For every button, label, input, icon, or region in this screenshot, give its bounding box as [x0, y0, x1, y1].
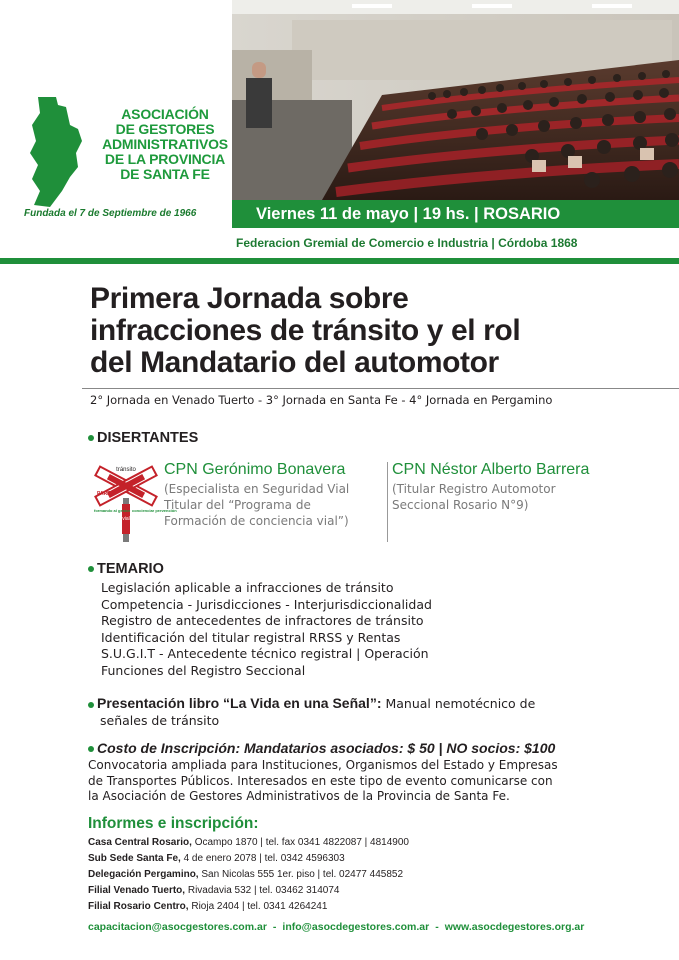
- website-link[interactable]: www.asocdegestores.org.ar: [444, 921, 585, 933]
- speaker-divider: [387, 462, 388, 542]
- office-item: [88, 899, 409, 915]
- temario-heading-text: TEMARIO: [97, 561, 164, 577]
- office-item: [88, 867, 409, 883]
- office-detail: San Nicolas 555 1er. piso | tel. 02477 445852: [198, 869, 404, 880]
- title-line-2: infracciones de tránsito y el rol: [90, 314, 521, 347]
- bullet-icon: [88, 746, 94, 752]
- bullet-icon: [88, 566, 94, 572]
- temario-item: Legislación aplicable a infracciones de tránsito: [101, 580, 394, 595]
- speaker-1-role-line: Formación de conciencia vial”): [164, 514, 349, 528]
- speaker-1-role-line: Titular del “Programa de: [164, 498, 311, 512]
- cost-heading-text: Costo de Inscripción: Mandatarios asociados: $ 50 | NO socios: $100: [97, 740, 556, 756]
- sign-text-top: tránsito: [116, 467, 136, 473]
- title-line-3: del Mandatario del automotor: [90, 346, 499, 379]
- sign-text-left: formando al gestor: [94, 508, 131, 513]
- title-line-1: Primera Jornada sobre: [90, 282, 409, 315]
- auditorium-photo: [232, 0, 679, 200]
- sign-text-right: concienciar prevención: [132, 508, 177, 513]
- temario-heading: [88, 561, 164, 577]
- office-name: Casa Central Rosario,: [88, 837, 192, 848]
- temario-list: [101, 580, 432, 680]
- book-label: Presentación libro “La Vida en una Señal”:: [97, 695, 382, 711]
- bullet-icon: [88, 702, 94, 708]
- footer-contacts: [88, 921, 584, 933]
- office-item: [88, 835, 409, 851]
- speaker-1-name: CPN Gerónimo Bonavera: [164, 461, 346, 478]
- email-link-info[interactable]: info@asocdegestores.com.ar: [282, 921, 430, 933]
- speaker-2-role: [392, 481, 652, 513]
- speaker-1-role-line: (Especialista en Seguridad Vial: [164, 482, 350, 496]
- temario-item: Competencia - Jurisdicciones - Interjurisdiccionalidad: [101, 596, 432, 612]
- title-divider: [82, 388, 679, 389]
- temario-item: Funciones del Registro Seccional: [101, 662, 306, 678]
- sign-text-pare: PARE: [97, 491, 111, 497]
- logo-line-1: ASOCIACIÓN: [121, 106, 209, 122]
- sign-text-vial: vial: [122, 516, 130, 522]
- speaker-2-name: CPN Néstor Alberto Barrera: [392, 461, 590, 478]
- disertantes-heading-text: DISERTANTES: [97, 430, 199, 446]
- event-venue: Federacion Gremial de Comercio e Industria | Córdoba 1868: [236, 236, 578, 250]
- temario-item: Registro de antecedentes de infractores de tránsito: [101, 613, 424, 629]
- book-presentation: [88, 695, 673, 729]
- office-name: Sub Sede Santa Fe,: [88, 853, 181, 864]
- header-divider: [0, 258, 679, 264]
- bullet-icon: [88, 435, 94, 441]
- office-detail: Rioja 2404 | tel. 0341 4264241: [188, 901, 328, 912]
- temario-item: Identificación del titular registral RRSS y Rentas: [101, 629, 401, 645]
- cost-line: de Transportes Públicos. Interesados en este tipo de evento comunicarse con: [88, 773, 553, 788]
- association-logo: [20, 85, 240, 225]
- cost-line: la Asociación de Gestores Administrativos de la Provincia de Santa Fe.: [88, 789, 510, 803]
- speaker-2-role-line: Seccional Rosario N°9): [392, 498, 529, 512]
- office-item: [88, 851, 409, 867]
- email-link-capacitacion[interactable]: capacitacion@asocgestores.com.ar: [88, 921, 267, 933]
- temario-item: S.U.G.I.T - Antecedente técnico registral | Operación: [101, 646, 429, 662]
- footer-separator: -: [272, 921, 277, 933]
- speaker-1-role: [164, 481, 388, 529]
- office-item: [88, 883, 409, 899]
- office-name: Delegación Pergamino,: [88, 869, 199, 880]
- railroad-crossing-sign-icon: [92, 462, 177, 544]
- book-description-cont: señales de tránsito: [100, 713, 220, 728]
- informes-heading: Informes e inscripción:: [88, 815, 259, 832]
- speaker-card-2: [392, 461, 652, 513]
- founded-date: Fundada el 7 de Septiembre de 1966: [24, 208, 197, 219]
- logo-line-2: DE GESTORES: [115, 121, 215, 137]
- logo-line-3: ADMINISTRATIVOS: [102, 136, 228, 152]
- disertantes-heading: [88, 430, 198, 446]
- office-detail: 4 de enero 2078 | tel. 0342 4596303: [180, 853, 345, 864]
- header: [0, 0, 679, 262]
- informes-list: [88, 835, 409, 915]
- cost-line: Convocatoria ampliada para Instituciones, Organismos del Estado y Empresas: [88, 758, 558, 772]
- other-jornadas: 2° Jornada en Venado Tuerto - 3° Jornada en Santa Fe - 4° Jornada en Pergamino: [90, 393, 553, 407]
- cost-heading: [88, 740, 555, 756]
- office-detail: Rivadavia 532 | tel. 03462 314074: [185, 885, 340, 896]
- office-name: Filial Venado Tuerto,: [88, 885, 186, 896]
- event-title: [90, 283, 670, 379]
- footer-separator: -: [435, 921, 439, 933]
- logo-line-4: DE LA PROVINCIA: [104, 151, 226, 167]
- speaker-2-role-line: (Titular Registro Automotor: [392, 482, 556, 496]
- logo-line-5: DE SANTA FE: [120, 166, 210, 182]
- office-name: Filial Rosario Centro,: [88, 901, 189, 912]
- speaker-card-1: [164, 461, 388, 529]
- book-description: Manual nemotécnico de: [385, 696, 536, 711]
- santa-fe-map-icon: [26, 95, 86, 210]
- event-date-bar: Viernes 11 de mayo | 19 hs. | ROSARIO: [232, 200, 679, 228]
- cost-description: [88, 758, 678, 805]
- office-detail: Ocampo 1870 | tel. fax 0341 4822087 | 4814900: [191, 837, 409, 848]
